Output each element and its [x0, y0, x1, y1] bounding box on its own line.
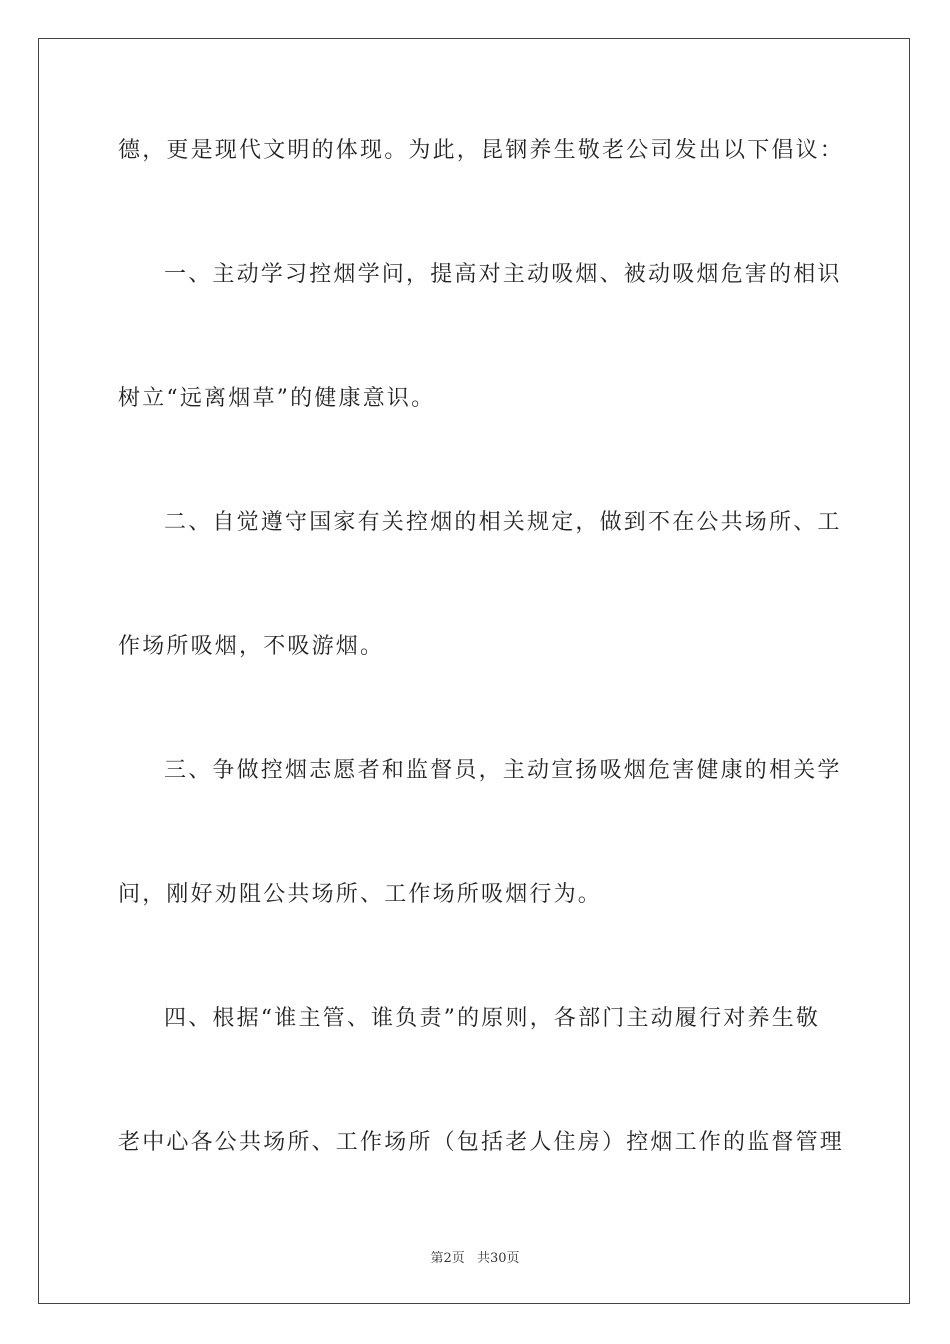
body-text-line: 树立“远离烟草”的健康意识。 — [118, 386, 436, 411]
body-text-line: 二、自觉遵守国家有关控烟的相关规定，做到不在公共场所、工 — [164, 510, 842, 535]
body-text-line: 一、主动学习控烟学问，提高对主动吸烟、被动吸烟危害的相识 — [164, 262, 842, 287]
body-text-line: 老中心各公共场所、工作场所（包括老人住房）控烟工作的监督管理 — [118, 1130, 845, 1155]
body-text-line: 四、根据“谁主管、谁负责”的原则，各部门主动履行对养生敬 — [164, 1006, 821, 1031]
page-total: 共30页 — [476, 1251, 520, 1266]
page-footer — [0, 1247, 950, 1266]
body-text-line: 问，刚好劝阻公共场所、工作场所吸烟行为。 — [118, 882, 603, 907]
body-text-line: 作场所吸烟，不吸游烟。 — [118, 634, 385, 659]
page-number: 第2页 — [430, 1251, 465, 1266]
body-text-line: 三、争做控烟志愿者和监督员，主动宣扬吸烟危害健康的相关学 — [164, 758, 842, 783]
body-text-line: 德，更是现代文明的体现。为此，昆钢养生敬老公司发出以下倡议： — [118, 138, 845, 163]
page-border — [38, 38, 910, 1304]
